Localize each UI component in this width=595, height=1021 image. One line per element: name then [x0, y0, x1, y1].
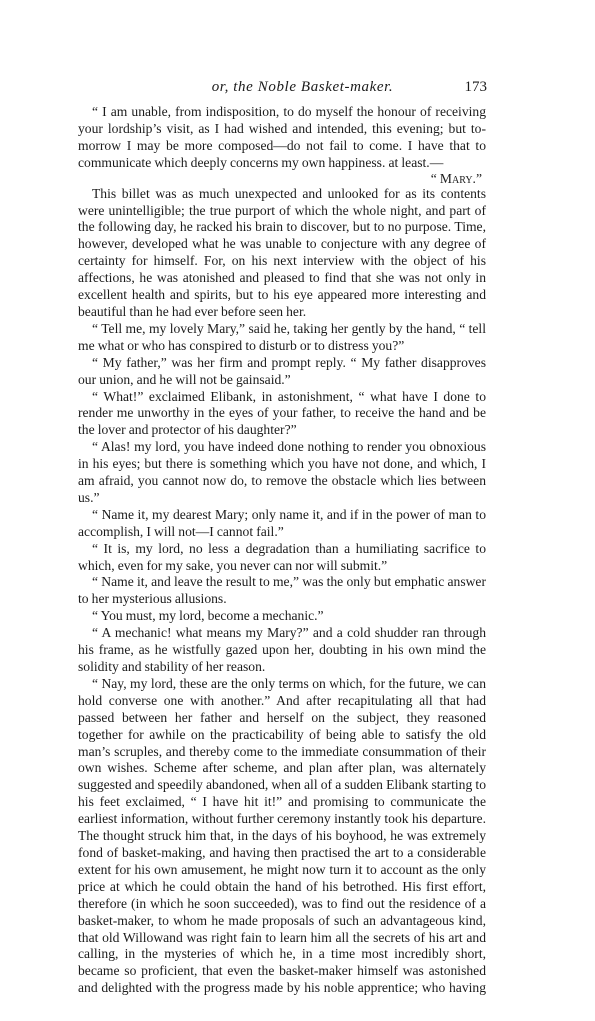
paragraph: “ Alas! my lord, you have indeed done nothing to render you obnoxious in his eyes; but there is something which you have not done, and which, I am afraid, you cannot now do, to remove the obstacle which lies between us.” — [78, 439, 486, 505]
paragraph: “ Nay, my lord, these are the only terms on which, for the future, we can hold converse one with another.” And after recapitulating all that had passed between her father and herself on the subject, they reasoned together for awhile on the practicability of being able to satisfy the old man’s scruples, and thereby come to the immediate consummation of their own wishes. Scheme after scheme, and plan after plan, was alternately suggested and speedily abandoned, when all of a sudden Elibank starting to his feet exclaimed, “ I have hit it!” and promising to communicate the earliest information, without further ceremony instantly took his departure. The thought struck him that, in the days of his boyhood, he was extremely fond of basket-making, and having then practised the art to a considerable extent for his own amusement, he might now turn it to account as the only price at which he could obtain the hand of his betrothed. His first effort, therefore (in which he soon succeeded), was to find out the residence of a basket-maker, to whom he made proposals of such an advantageous kind, that old Willowand was right fain to learn him all the secrets of his art and calling, in the mysteries of which he, in a time most incredibly short, became so proficient, that even the basket-maker himself was astonished and delighted with the progress made by his noble apprentice; who having — [78, 675, 486, 996]
running-title: or, the Noble Basket-maker. — [211, 79, 394, 95]
paragraph-letter: “ I am unable, from indisposition, to do myself the honour of receiving your lordship’s visit, as I had wished and intended, this evening; but to-morrow I may be more composed—do not fail to come. I have that to communicate which deeply concerns my own happiness. at least.— — [78, 104, 486, 170]
paragraph: “ My father,” was her firm and prompt reply. “ My father disapproves our union, and he will not be gainsaid.” — [78, 354, 486, 387]
paragraph: “ You must, my lord, become a mechanic.” — [92, 608, 324, 624]
paragraph: “ Name it, my dearest Mary; only name it, and if in the power of man to accomplish, I will not—I cannot fail.” — [78, 506, 486, 539]
paragraph: “ A mechanic! what means my Mary?” and a cold shudder ran through his frame, as he wistfully gazed upon her, doubting in his own mind the solidity and stability of her reason. — [78, 625, 486, 674]
paragraph: “ It is, my lord, no less a degradation than a humiliating sacrifice to which, even for my sake, you never can nor will submit.” — [78, 540, 486, 573]
paragraph: “ Tell me, my lovely Mary,” said he, taking her gently by the hand, “ tell me what or who has conspired to disturb or to distress you?” — [78, 320, 486, 353]
page-header — [118, 79, 487, 99]
letter-signature: “ Mary.” — [430, 170, 482, 186]
paragraph: “ Name it, and leave the result to me,” was the only but emphatic answer to her mysterious allusions. — [78, 574, 486, 607]
page-number: 173 — [464, 79, 487, 95]
body-text — [78, 104, 486, 997]
paragraph: This billet was as much unexpected and unlooked for as its contents were unintelligible; the true purport of which the whole night, and part of the following day, he racked his brain to discover, but to no purpose. Time, however, developed what he was unable to conjecture with any degree of certainty for himself. For, on his next interview with the object of his affections, he was atonished and pleased to find that she was not only in excellent health and spirits, but to his eye appeared more interesting and beautiful than he had ever before seen her. — [78, 185, 486, 319]
paragraph: “ What!” exclaimed Elibank, in astonishment, “ what have I done to render me unworthy in the eyes of your father, to receive the hand and be the lover and protector of his daughter?” — [78, 388, 486, 438]
